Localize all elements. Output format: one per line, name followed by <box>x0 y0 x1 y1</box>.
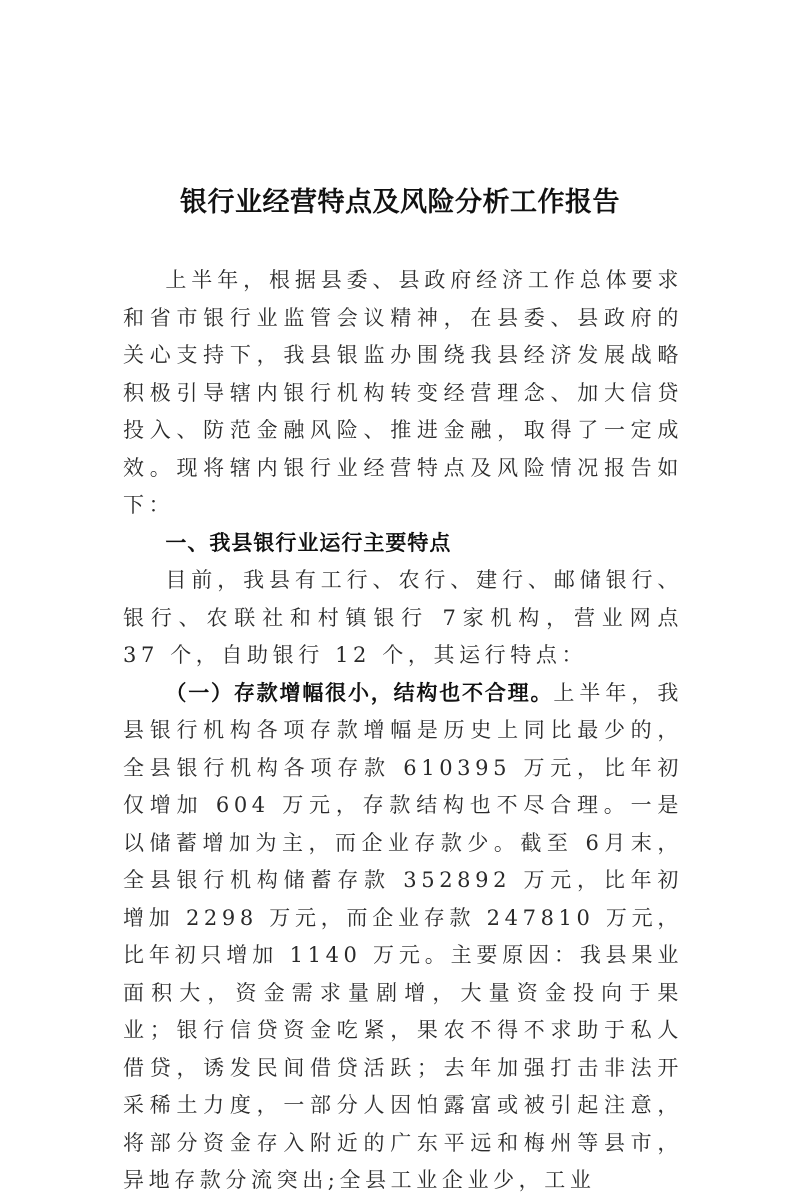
document-body <box>123 262 683 1200</box>
deposit-paragraph-text: 上半年，我县银行机构各项存款增幅是历史上同比最少的，全县银行机构各项存款 610395 万元，比年初仅增加 604 万元，存款结构也不尽合理。一是以储蓄增加为主，而企业存款少。截至 6月末，全县银行机构储蓄存款 352892 万元，比年初增加 2298 万元，而企业存款 247810 万元，比年初只增加 1140 万元。主要原因：我县果业面积大，资金需求量剧增，大量资金投向于果业；银行信贷资金吃紧，果农不得不求助于私人借贷，诱发民间借贷活跃；去年加强打击非法开采稀土力度，一部分人因怕露富或被引起注意，将部分资金存入附近的广东平远和梅州等县市，异地存款分流突出;全县工业企业少，工业 <box>123 680 684 1192</box>
document-title: 银行业经营特点及风险分析工作报告 <box>180 187 620 218</box>
institutions-paragraph: 目前，我县有工行、农行、建行、邮储银行、银行、农联社和村镇银行 7家机构，营业网点 37 个，自助银行 12 个，其运行特点： <box>123 568 683 667</box>
intro-paragraph: 上半年，根据县委、县政府经济工作总体要求和省市银行业监管会议精神，在县委、县政府的关心支持下，我县银监办围绕我县经济发展战略积极引导辖内银行机构转变经营理念、加大信贷投入、防范金融风险、推进金融，取得了一定成效。现将辖内银行业经营特点及风险情况报告如下： <box>123 268 683 517</box>
deposit-paragraph <box>123 675 683 1200</box>
subsection-heading-1: （一）存款增幅很小，结构也不合理。 <box>165 680 554 705</box>
section-heading-1: 一、我县银行业运行主要特点 <box>165 530 452 555</box>
